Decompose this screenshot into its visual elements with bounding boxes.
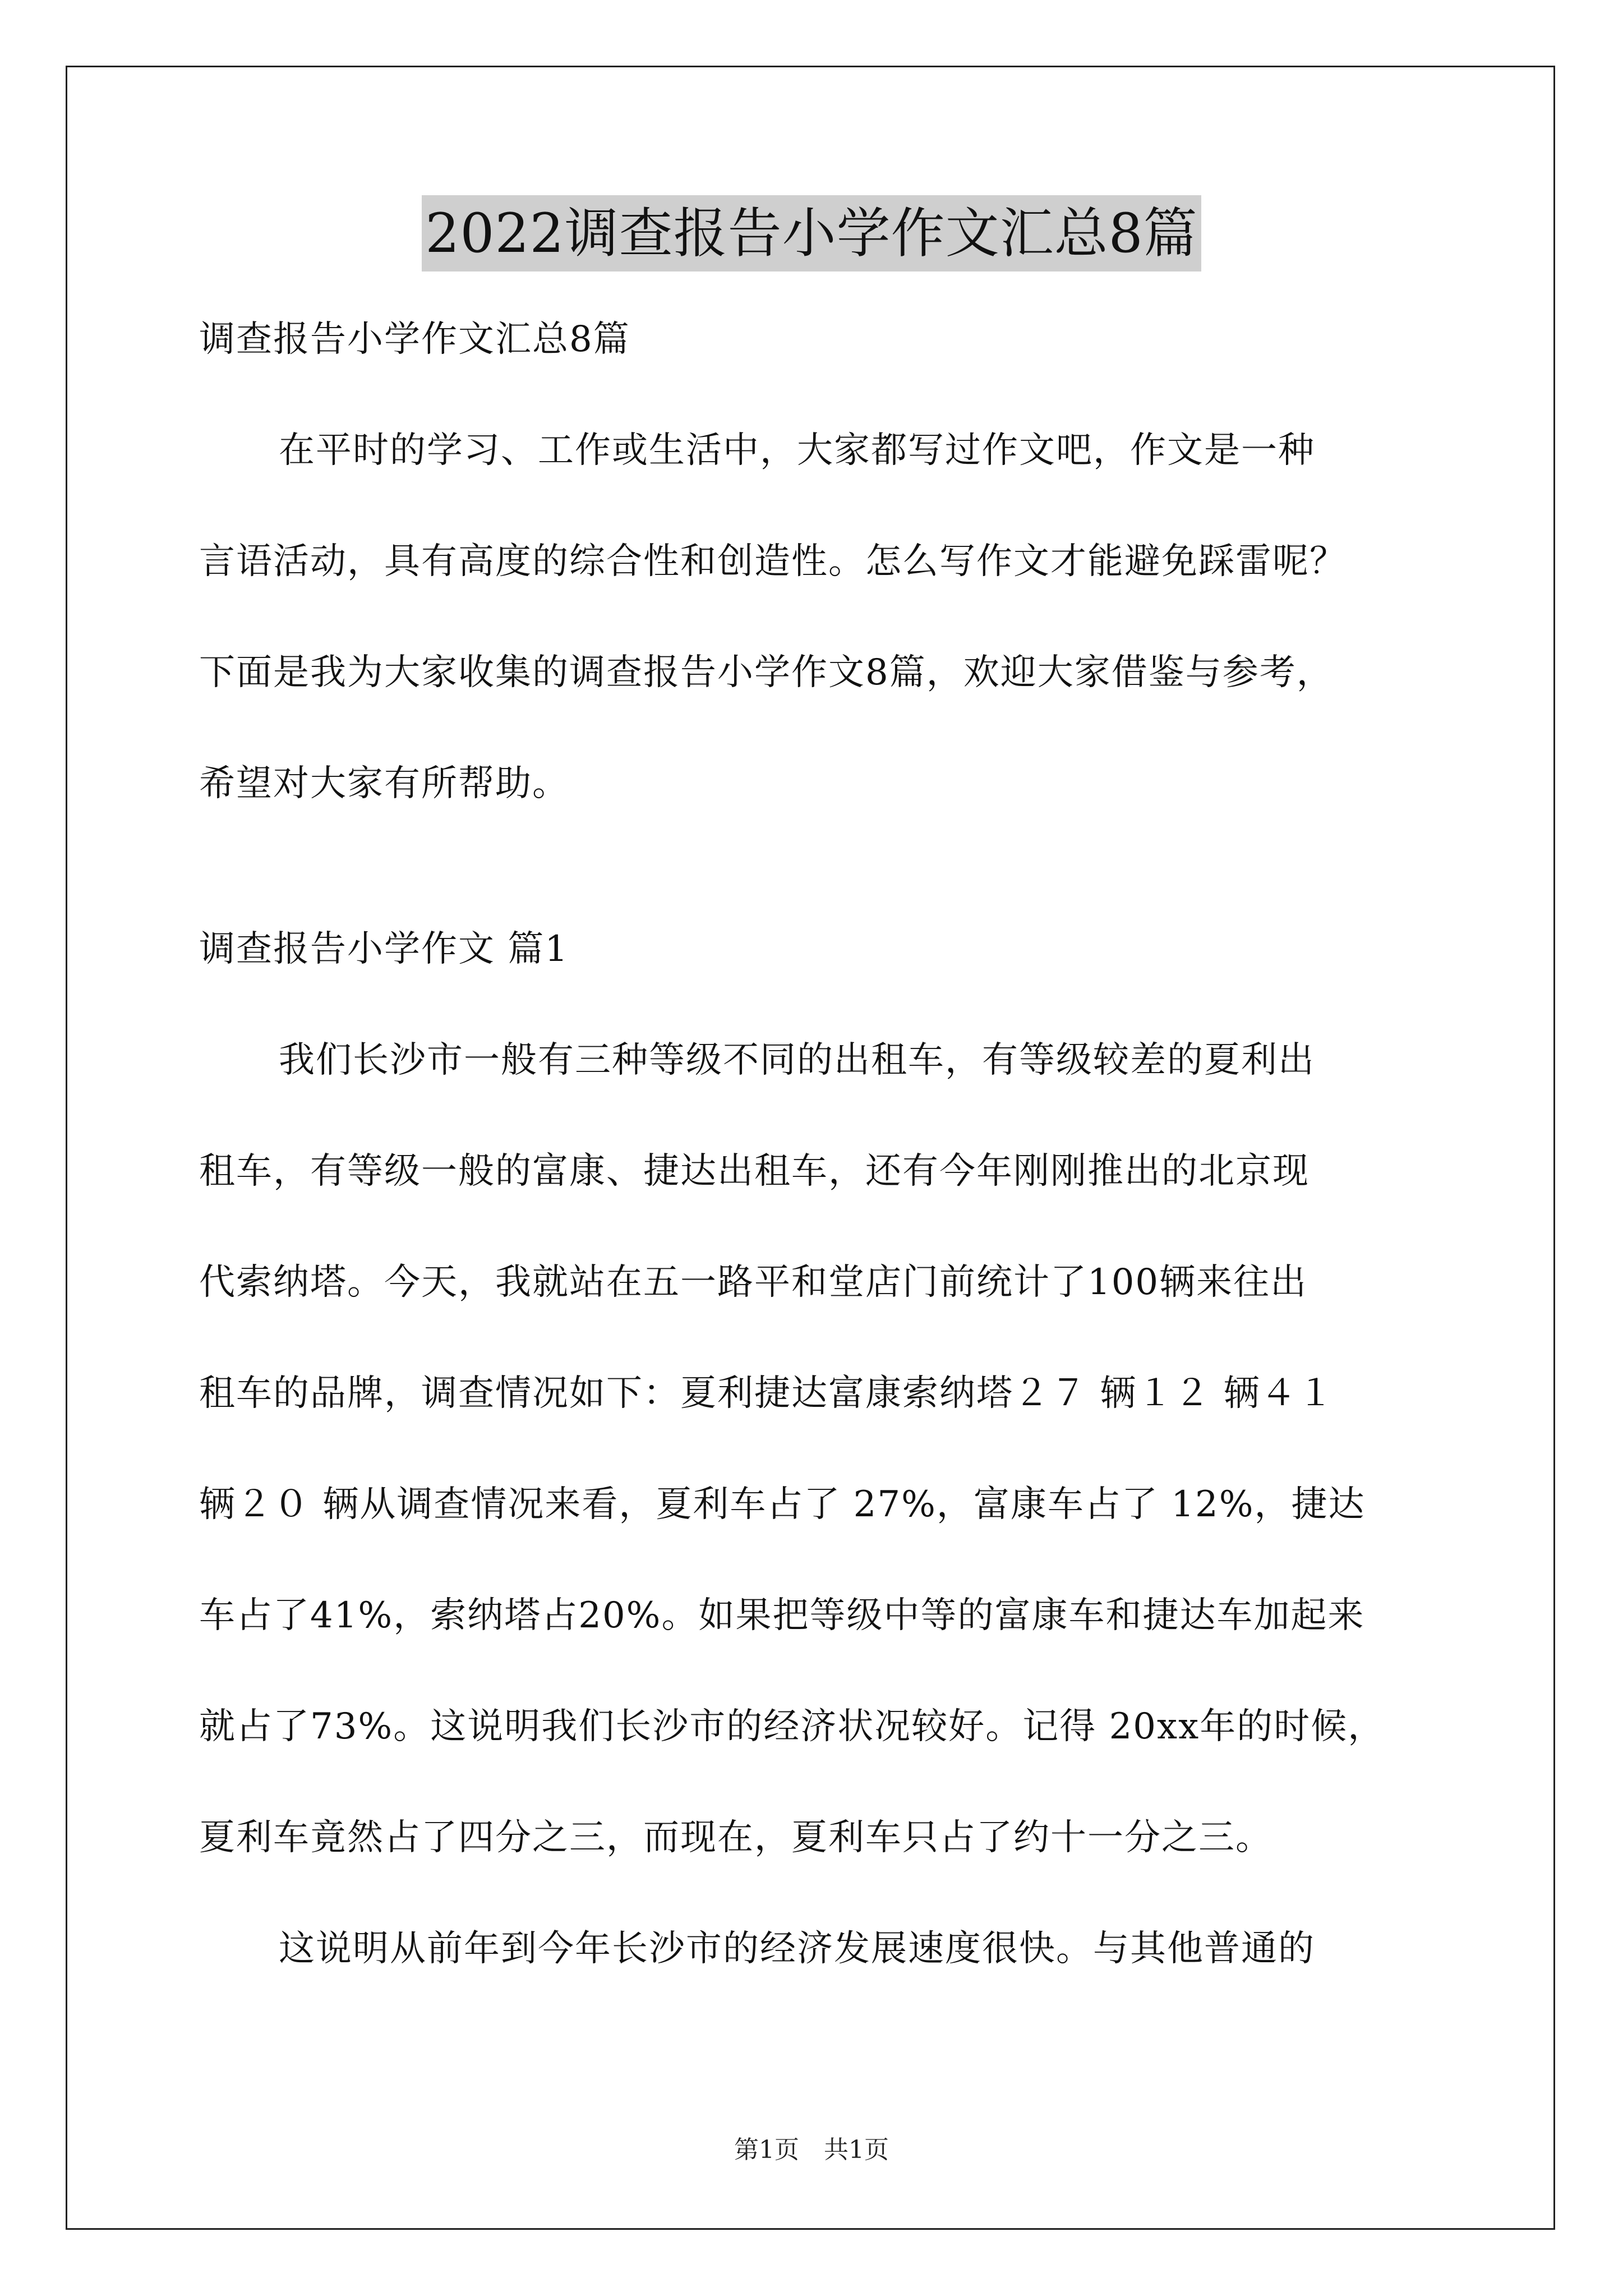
section-line: 辆２０ 辆从调查情况来看，夏利车占了 27%，富康车占了 12%，捷达 [199, 1484, 1366, 1525]
document-title: 2022调查报告小学作文汇总8篇 [422, 195, 1201, 272]
section-line: 我们长沙市一般有三种等级不同的出租车，有等级较差的夏利出 [279, 1039, 1315, 1081]
section-line: 夏利车竟然占了四分之三，而现在，夏利车只占了约十一分之三。 [199, 1817, 1272, 1858]
title-container [0, 195, 1623, 272]
section-line: 租车，有等级一般的富康、捷达出租车，还有今年刚刚推出的北京现 [199, 1151, 1310, 1192]
document-subtitle: 调查报告小学作文汇总8篇 [199, 319, 630, 360]
intro-line: 在平时的学习、工作或生活中，大家都写过作文吧，作文是一种 [279, 430, 1315, 471]
intro-line: 言语活动，具有高度的综合性和创造性。怎么写作文才能避免踩雷呢？ [199, 541, 1347, 582]
section-paragraph [199, 1032, 1436, 1866]
section-heading: 调查报告小学作文 篇1 [199, 928, 569, 970]
section-line: 车占了41%，索纳塔占20%。如果把等级中等的富康车和捷达车加起来 [199, 1595, 1365, 1636]
closing-line: 这说明从前年到今年长沙市的经济发展速度很快。与其他普通的 [279, 1928, 1315, 1970]
intro-line: 下面是我为大家收集的调查报告小学作文8篇，欢迎大家借鉴与参考， [199, 652, 1334, 693]
document-body [199, 311, 1436, 1977]
section-line: 就占了73%。这说明我们长沙市的经济状况较好。记得 20xx年的时候， [199, 1706, 1385, 1747]
page-footer [0, 2133, 1623, 2167]
intro-paragraph [199, 422, 1436, 812]
page-number: 第1页 共1页 [734, 2136, 889, 2164]
section-line: 租车的品牌，调查情况如下：夏利捷达富康索纳塔２７ 辆１２ 辆４１ [199, 1373, 1335, 1414]
section-line: 代索纳塔。今天，我就站在五一路平和堂店门前统计了100辆来往出 [199, 1262, 1308, 1303]
intro-line: 希望对大家有所帮助。 [199, 763, 569, 804]
